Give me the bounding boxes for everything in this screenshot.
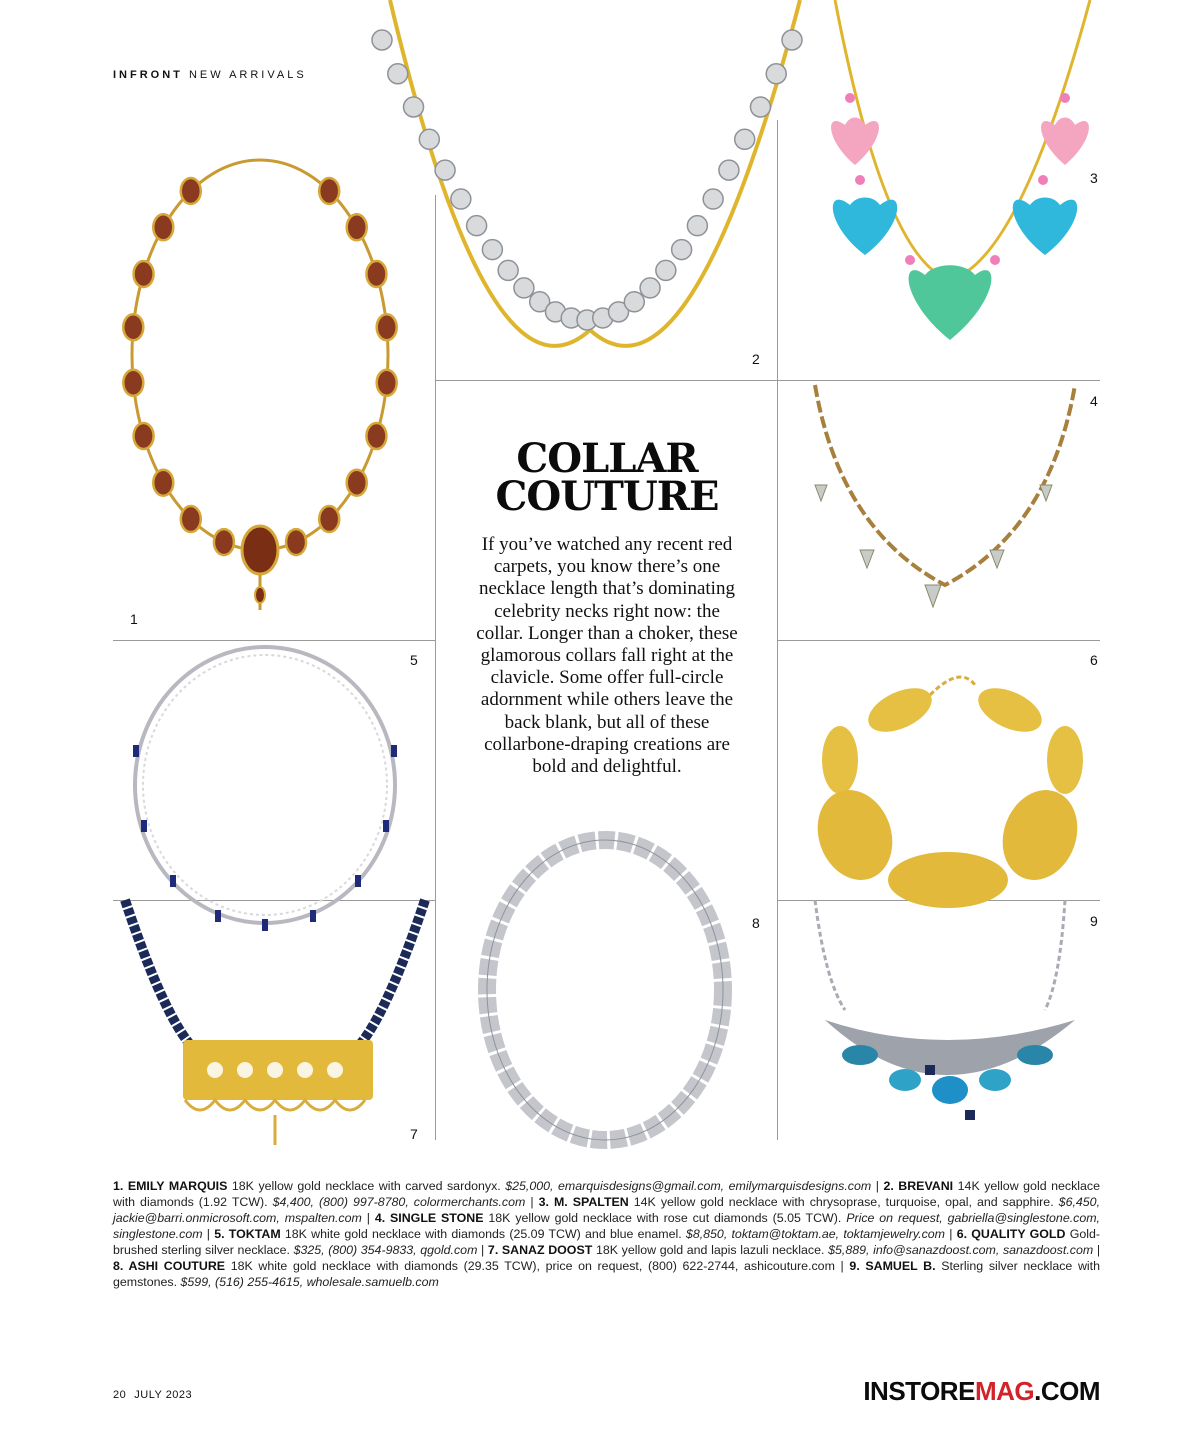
necklace-6-brushed-gold-image (810, 655, 1110, 905)
brand-part-2: MAG (974, 1376, 1035, 1406)
feature-title-line1: COLLAR (516, 435, 698, 482)
credit-desc: Sterling silver necklace with gemstones. (113, 1259, 1100, 1289)
credit-5 (214, 1227, 945, 1241)
credit-contact: $5,889, info@sanazdoost.com, sanazdoost.com (828, 1243, 1094, 1257)
credit-contact: $325, (800) 354-9833, qgold.com (293, 1243, 478, 1257)
item-number-4: 4 (1090, 393, 1098, 409)
section-label (113, 69, 307, 81)
item-number-2: 2 (752, 351, 760, 367)
item-number-8: 8 (752, 915, 760, 931)
credit-desc: 18K yellow gold necklace with carved sardonyx. (231, 1179, 501, 1193)
credit-contact: $6,450, jackie@barri.onmicrosoft.com, mspalten.com (113, 1195, 1101, 1225)
item-number-1: 1 (130, 611, 138, 627)
credit-desc: 18K white gold necklace with diamonds (29.35 TCW), price on request, (800) 622-2744, ashicouture.com (230, 1259, 835, 1273)
brand-logo[interactable] (863, 1376, 1100, 1407)
credit-desc: 18K yellow gold and lapis lazuli necklace. (595, 1243, 825, 1257)
issue-date: JULY 2023 (134, 1389, 193, 1401)
necklace-8-diamond-hearts-image (465, 835, 745, 1165)
brand-part-3: .COM (1034, 1376, 1100, 1406)
necklace-3-hearts-image (805, 0, 1105, 375)
credit-desc: 14K yellow gold necklace with diamonds (1.92 TCW). (113, 1179, 1100, 1209)
credit-contact: $8,850, toktam@toktam.ae, toktamjewelry.com (685, 1227, 946, 1241)
credit-desc: 14K yellow gold necklace with chrysoprase, turquoise, opal, and sapphire. (633, 1195, 1054, 1209)
grid-line-h3 (778, 640, 1100, 641)
credit-brand: 9. SAMUEL B. (849, 1259, 936, 1273)
section-label-bold: INFRONT (113, 69, 183, 81)
footer-folio (113, 1389, 200, 1401)
item-number-9: 9 (1090, 913, 1098, 929)
credit-desc: 18K yellow gold necklace with rose cut diamonds (5.05 TCW). (488, 1211, 842, 1225)
credit-contact: Price on request, gabriella@singlestone.com, singlestone.com (113, 1211, 1101, 1241)
credit-brand: 4. SINGLE STONE (374, 1211, 484, 1225)
credit-desc: Gold-brushed sterling silver necklace. (113, 1227, 1100, 1257)
credit-contact: $25,000, emarquisdesigns@gmail.com, emilymarquisdesigns.com (505, 1179, 872, 1193)
feature-title-line2: COUTURE (495, 473, 719, 520)
feature-title (436, 435, 778, 520)
credit-brand: 1. EMILY MARQUIS (113, 1179, 228, 1193)
item-number-3: 3 (1090, 170, 1098, 186)
credit-contact: $599, (516) 255-4615, wholesale.samuelb.com (180, 1275, 439, 1289)
feature-body: If you’ve watched any recent red carpets, you know there’s one necklace length that’s dominating celebrity necks right now: the collar. Longer than a choker, these glamorous collars fall right at the clavicle. Some offer full-circle adornment while others leave the back blank, but all of these collarbone-draping creations are bold and delightful. (476, 534, 738, 778)
credit-desc: 18K white gold necklace with diamonds (25.09 TCW) and blue enamel. (284, 1227, 682, 1241)
credit-brand: 7. SANAZ DOOST (487, 1243, 593, 1257)
necklace-4-rose-cut-image (810, 380, 1080, 630)
necklace-9-gemstones-image (805, 900, 1105, 1170)
brand-part-1: INSTORE (863, 1376, 975, 1406)
credit-brand: 6. QUALITY GOLD (956, 1227, 1066, 1241)
page-number: 20 (113, 1389, 127, 1401)
item-number-5: 5 (410, 652, 418, 668)
credit-7 (488, 1243, 1093, 1257)
credit-brand: 2. BREVANI (883, 1179, 954, 1193)
product-credits: 1. EMILY MARQUIS 18K yellow gold necklace with carved sardonyx. $25,000, emarquisdesigns@gmail.com, emilymarquisdesigns.com | 2. BREVANI 14K yellow gold necklace with diamonds (1.92 TCW). $4,400, (800) 997-8780, colormerchants.com | 3. M. SPALTEN 14K yellow gold necklace with chrysoprase, turquoise, opal, and sapphire. $6,450, jackie@barri.onmicrosoft.com, mspalten.com | 4. SINGLE STONE 18K yellow gold necklace with rose cut diamonds (5.05 TCW). Price on request, gabriella@singlestone.com, singlestone.com | 5. TOKTAM 18K white gold necklace with diamonds (25.09 TCW) and blue enamel. $8,850, toktam@toktam.ae, toktamjewelry.com | 6. QUALITY GOLD Gold-brushed sterling silver necklace. $325, (800) 354-9833, qgold.com | 7. SANAZ DOOST 18K yellow gold and lapis lazuli necklace. $5,889, info@sanazdoost.com, sanazdoost.com | 8. ASHI COUTURE 18K white gold necklace with diamonds (29.35 TCW), price on request, (800) 622-2744, ashicouture.com | 9. SAMUEL B. Sterling silver necklace with gemstones. $599, (516) 255-4615, wholesale.samuelb.com (113, 1179, 1101, 1289)
necklace-2-diamond-image (370, 0, 810, 345)
grid-line-h2 (113, 640, 435, 641)
section-label-rest: NEW ARRIVALS (188, 69, 307, 81)
credit-1 (113, 1179, 871, 1193)
credit-brand: 5. TOKTAM (214, 1227, 281, 1241)
item-number-7: 7 (410, 1126, 418, 1142)
credit-8 (113, 1259, 835, 1273)
necklace-7-lapis-image (115, 900, 435, 1170)
credit-brand: 8. ASHI COUTURE (113, 1259, 226, 1273)
credit-brand: 3. M. SPALTEN (538, 1195, 629, 1209)
credit-contact: $4,400, (800) 997-8780, colormerchants.com (272, 1195, 526, 1209)
item-number-6: 6 (1090, 652, 1098, 668)
